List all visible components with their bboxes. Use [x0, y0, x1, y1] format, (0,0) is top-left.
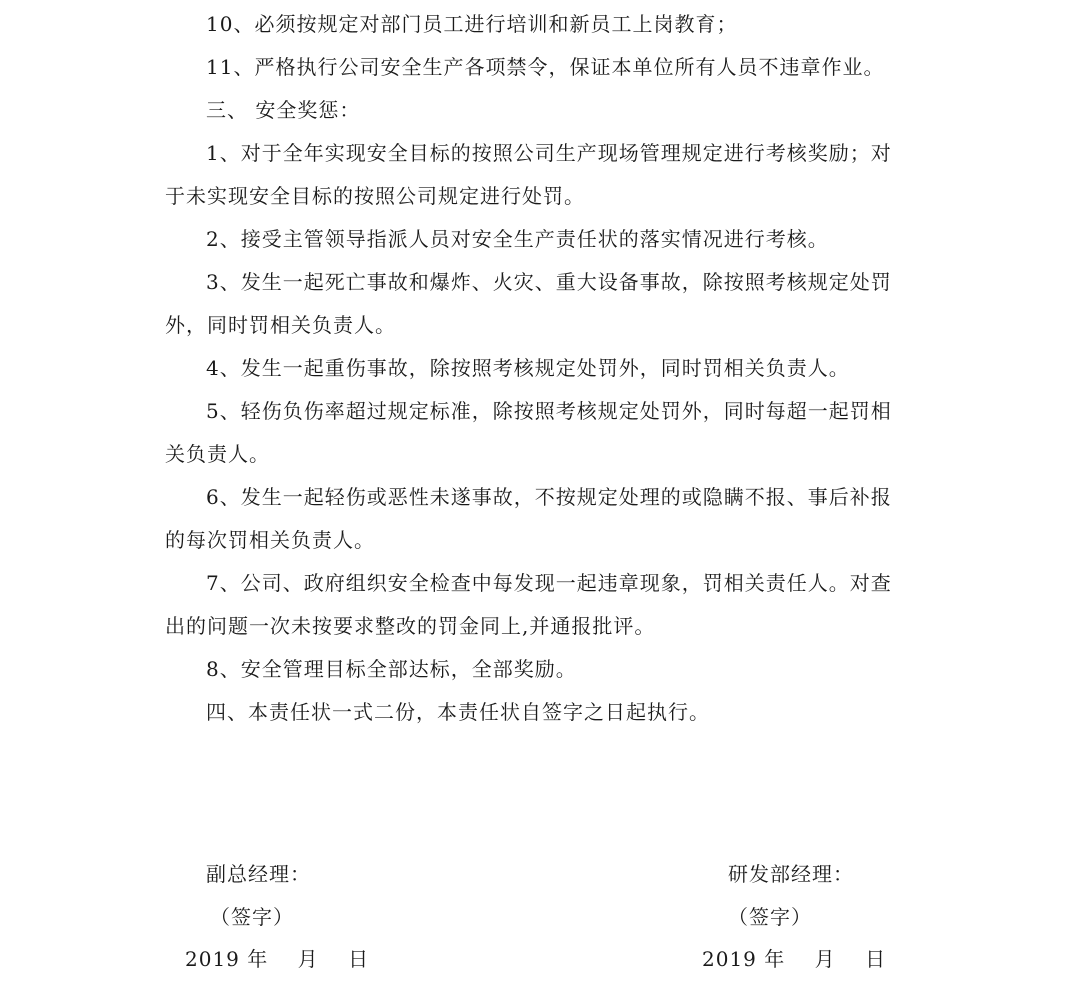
rd-manager-date: 2019 年 月 日 — [702, 947, 887, 971]
reward-item-2: 2、接受主管领导指派人员对安全生产责任状的落实情况进行考核。 — [206, 227, 829, 251]
reward-item-5-line1: 5、轻伤负伤率超过规定标准，除按照考核规定处罚外，同时每超一起罚相 — [206, 399, 892, 423]
section-heading-3: 三、 安全奖惩： — [206, 98, 361, 122]
reward-item-5-line2: 关负责人。 — [165, 442, 270, 466]
rd-manager-sign: （签字） — [728, 905, 812, 929]
reward-item-1-line1: 1、对于全年实现安全目标的按照公司生产现场管理规定进行考核奖励；对 — [206, 141, 892, 165]
reward-item-7-line2: 出的问题一次未按要求整改的罚金同上,并通报批评。 — [165, 614, 656, 638]
reward-item-8: 8、安全管理目标全部达标，全部奖励。 — [206, 657, 577, 681]
reward-item-6-line1: 6、发生一起轻伤或恶性未遂事故，不按规定处理的或隐瞒不报、事后补报 — [206, 485, 892, 509]
clause-10: 10、必须按规定对部门员工进行培训和新员工上岗教育； — [206, 12, 738, 36]
rd-manager-title: 研发部经理： — [728, 862, 854, 886]
reward-item-6-line2: 的每次罚相关负责人。 — [165, 528, 375, 552]
reward-item-4: 4、发生一起重伤事故，除按照考核规定处罚外，同时罚相关负责人。 — [206, 356, 850, 380]
reward-item-1-line2: 于未实现安全目标的按照公司规定进行处罚。 — [165, 184, 585, 208]
reward-item-3-line1: 3、发生一起死亡事故和爆炸、火灾、重大设备事故，除按照考核规定处罚 — [206, 270, 892, 294]
deputy-gm-sign: （签字） — [210, 905, 294, 929]
clause-11: 11、严格执行公司安全生产各项禁令，保证本单位所有人员不违章作业。 — [206, 55, 885, 79]
deputy-gm-date: 2019 年 月 日 — [185, 947, 370, 971]
reward-item-3-line2: 外，同时罚相关负责人。 — [165, 313, 396, 337]
reward-item-7-line1: 7、公司、政府组织安全检查中每发现一起违章现象，罚相关责任人。对查 — [206, 571, 892, 595]
section-heading-4: 四、本责任状一式二份，本责任状自签字之日起执行。 — [206, 700, 710, 724]
deputy-gm-title: 副总经理： — [206, 862, 311, 886]
